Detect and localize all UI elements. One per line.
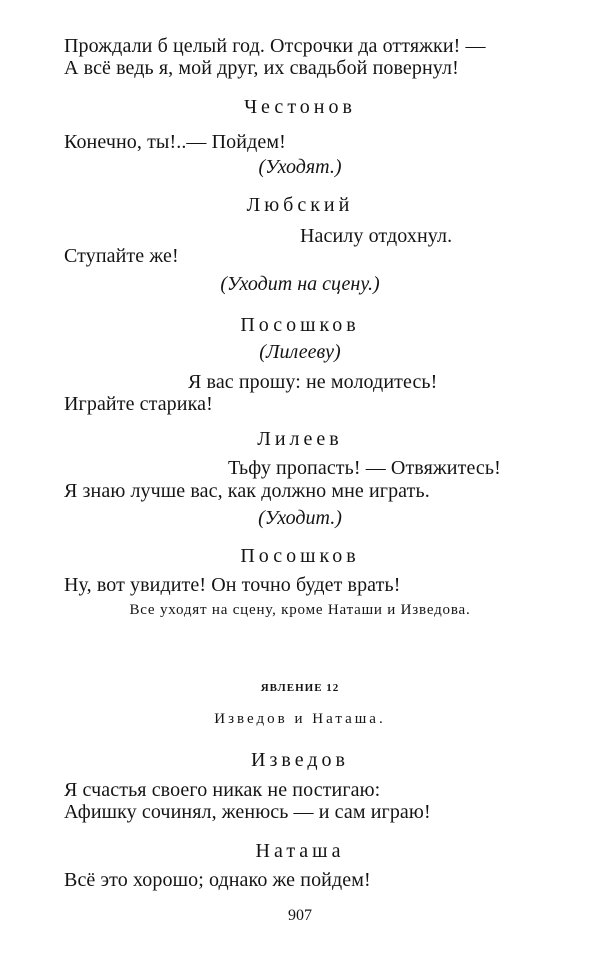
verse-line: Тьфу пропасть! — Отвяжитесь!: [228, 457, 501, 479]
verse-line: Всё это хорошо; однако же пойдем!: [64, 869, 371, 891]
speaker-name: Изведов: [251, 749, 349, 771]
speaker-name: Любский: [246, 194, 354, 216]
scene-persons: Изведов и Наташа.: [214, 711, 386, 727]
speaker-name: Лилеев: [257, 428, 343, 450]
verse-line: Прождали б целый год. Отсрочки да оттяжки! —: [64, 35, 486, 57]
verse-line: Насилу отдохнул.: [300, 225, 453, 247]
speaker-name: Честонов: [244, 96, 356, 118]
page-number: 907: [288, 907, 312, 924]
verse-line: Играйте старика!: [64, 393, 213, 415]
speaker-name: Посошков: [240, 314, 360, 336]
verse-line: Я знаю лучше вас, как должно мне играть.: [64, 480, 430, 502]
scene-heading: ЯВЛЕНИЕ 12: [260, 682, 340, 694]
verse-line: Я счастья своего никак не постигаю:: [64, 779, 381, 801]
stage-direction: (Уходит на сцену.): [220, 273, 380, 295]
speaker-name: Посошков: [240, 545, 360, 567]
stage-direction: (Лилееву): [259, 341, 341, 363]
speaker-name: Наташа: [255, 840, 345, 862]
stage-direction: (Уходят.): [258, 156, 342, 178]
verse-line: Ступайте же!: [64, 245, 179, 267]
verse-line: Афишку сочинял, женюсь — и сам играю!: [64, 801, 431, 823]
verse-line: А всё ведь я, мой друг, их свадьбой повернул!: [64, 57, 459, 79]
verse-line: Конечно, ты!..— Пойдем!: [64, 131, 286, 153]
stage-direction: (Уходит.): [258, 507, 342, 529]
stage-direction-small: Все уходят на сцену, кроме Наташи и Изведова.: [129, 602, 471, 618]
verse-line: Я вас прошу: не молодитесь!: [188, 371, 438, 393]
verse-line: Ну, вот увидите! Он точно будет врать!: [64, 574, 401, 596]
